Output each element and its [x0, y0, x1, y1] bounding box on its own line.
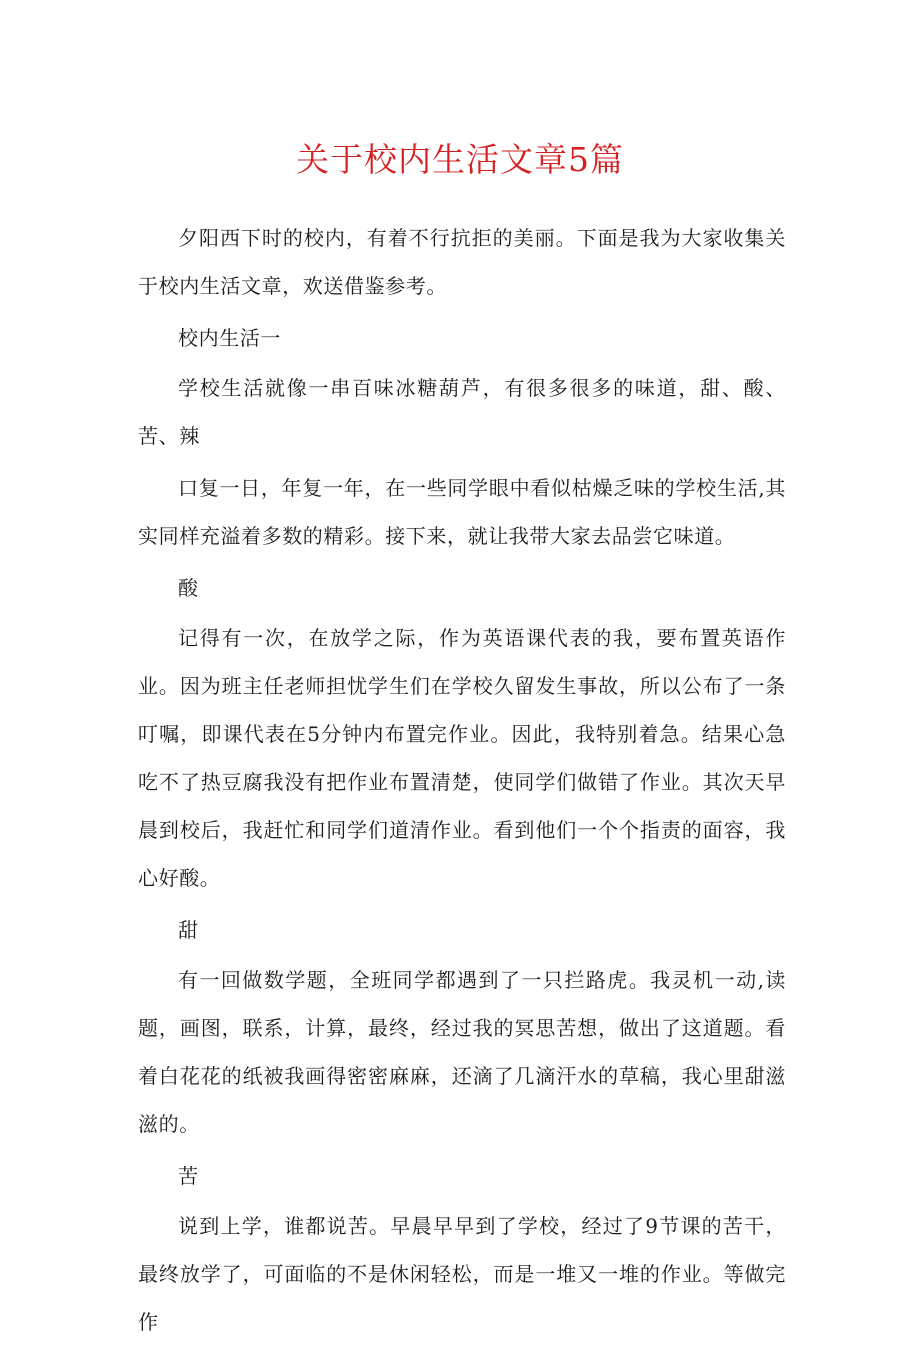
- paragraph-intro: 夕阳西下时的校内，有着不行抗拒的美丽。下面是我为大家收集关于校内生活文章，欢送借鉴参考。: [138, 226, 786, 298]
- section-heading: 校内生活一: [178, 326, 281, 350]
- paragraph: 口复一日，年复一年，在一些同学眼中看似枯燥乏味的学校生活,其实同样充溢着多数的精彩。接下来，就让我带大家去品尝它味道。: [138, 476, 786, 548]
- section-heading: 酸: [178, 576, 199, 600]
- paragraph: 说到上学，谁都说苦。早晨早早到了学校，经过了9节课的苦干，最终放学了，可面临的不是休闲轻松，而是一堆又一堆的作业。等做完作: [138, 1214, 786, 1334]
- paragraph: 有一回做数学题，全班同学都遇到了一只拦路虎。我灵机一动,读题，画图，联系，计算，最终，经过我的冥思苦想，做出了这道题。看着白花花的纸被我画得密密麻麻，还滴了几滴汗水的草稿，我心里甜滋滋的。: [138, 968, 786, 1136]
- document-body: [138, 214, 786, 1350]
- document-title: 关于校内生活文章5篇: [296, 140, 624, 179]
- paragraph: 学校生活就像一串百味冰糖葫芦，有很多很多的味道，甜、酸、苦、辣: [138, 376, 786, 448]
- section-heading: 甜: [178, 918, 199, 942]
- section-heading: 苦: [178, 1164, 199, 1188]
- paragraph: 记得有一次，在放学之际，作为英语课代表的我，要布置英语作业。因为班主任老师担忧学生们在学校久留发生事故，所以公布了一条叮嘱，即课代表在5分钟内布置完作业。因此，我特别着急。结果心急吃不了热豆腐我没有把作业布置清楚，使同学们做错了作业。其次天早晨到校后，我赶忙和同学们道清作业。看到他们一个个指责的面容，我心好酸。: [138, 626, 786, 890]
